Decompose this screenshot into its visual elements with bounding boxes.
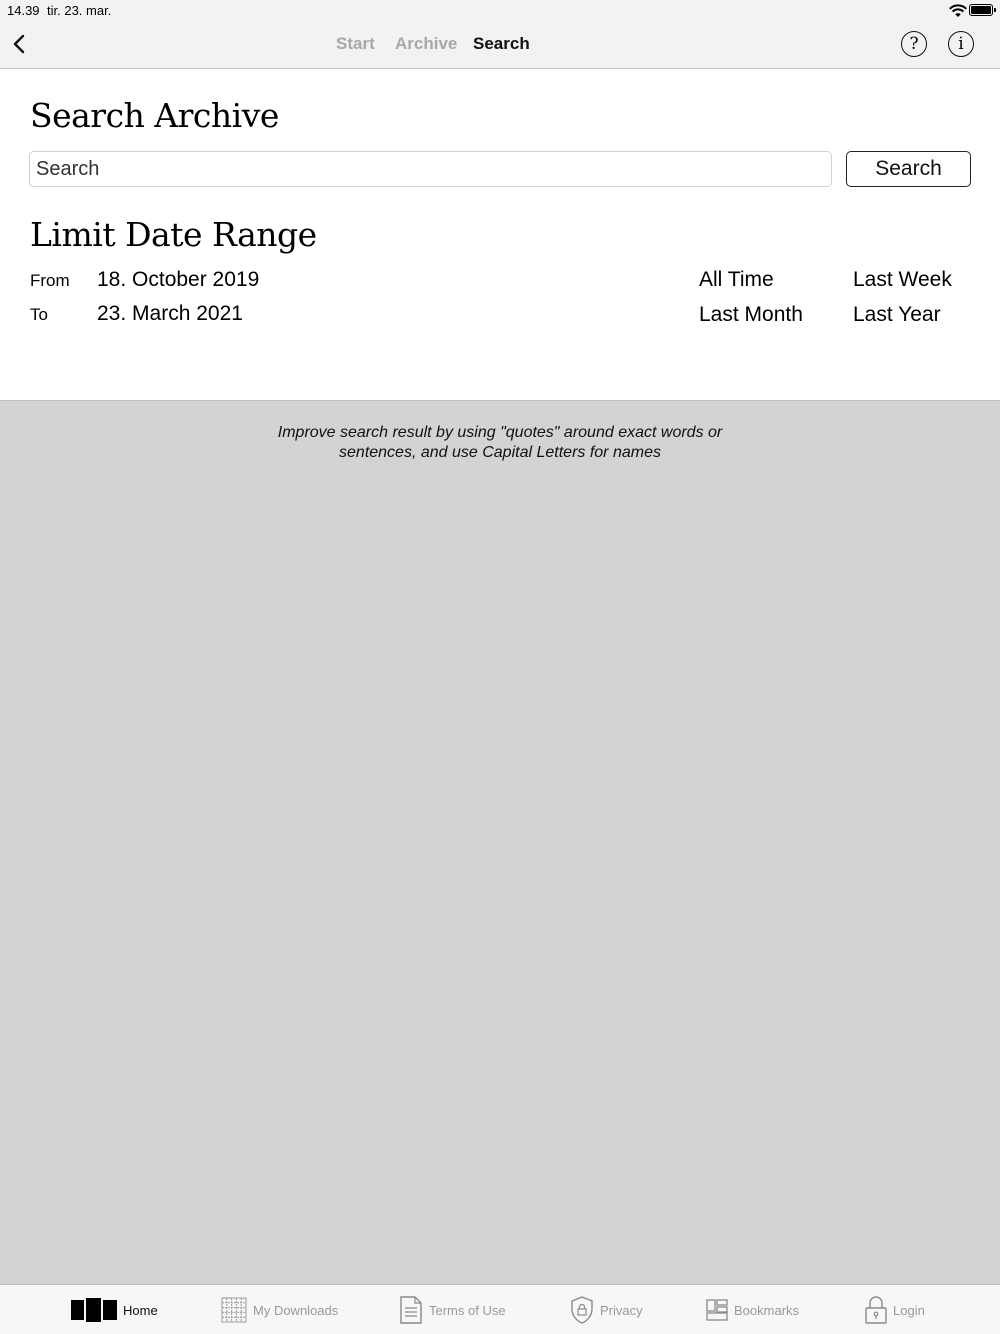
downloads-grid-icon — [221, 1297, 247, 1323]
search-hint — [200, 423, 800, 463]
navigation-bar — [0, 22, 1000, 69]
back-chevron-icon[interactable] — [8, 32, 32, 56]
search-hint-line-2: sentences, and use Capital Letters for names — [339, 444, 661, 461]
search-panel — [0, 70, 1000, 401]
lock-icon — [865, 1296, 887, 1324]
search-hint-line-1: Improve search result by using "quotes" around exact words or — [277, 424, 723, 441]
search-title: Search Archive — [30, 96, 279, 135]
tab-my-downloads[interactable] — [221, 1295, 338, 1325]
tab-login[interactable] — [865, 1295, 925, 1325]
tab-terms-of-use[interactable] — [399, 1295, 506, 1325]
preset-last-month[interactable]: Last Month — [699, 303, 803, 326]
question-mark-icon: ? — [909, 34, 919, 54]
status-bar — [0, 0, 1000, 22]
info-icon: i — [958, 34, 964, 54]
bookmarks-icon — [706, 1299, 728, 1321]
battery-icon — [969, 4, 993, 16]
from-label: From — [30, 271, 70, 290]
home-icon — [71, 1297, 117, 1323]
tab-login-label: Login — [893, 1302, 925, 1318]
bottom-tab-bar — [0, 1284, 1000, 1334]
from-date-value[interactable]: 18. October 2019 — [97, 268, 260, 291]
shield-lock-icon — [570, 1296, 594, 1324]
tab-bookmarks-label: Bookmarks — [734, 1302, 800, 1318]
to-date-value[interactable]: 23. March 2021 — [97, 302, 243, 325]
wifi-icon — [948, 4, 968, 18]
tab-start[interactable]: Start — [336, 34, 375, 53]
tab-archive[interactable]: Archive — [395, 34, 458, 53]
tab-privacy-label: Privacy — [600, 1302, 643, 1318]
tab-terms-of-use-label: Terms of Use — [429, 1302, 506, 1318]
tab-search[interactable]: Search — [473, 34, 530, 53]
tab-home[interactable] — [71, 1295, 158, 1325]
preset-last-year[interactable]: Last Year — [853, 303, 941, 326]
help-button[interactable] — [901, 31, 927, 57]
status-time: 14.39 — [7, 3, 40, 18]
tab-bookmarks[interactable] — [706, 1295, 799, 1325]
preset-all-time[interactable]: All Time — [699, 268, 774, 291]
date-range-title: Limit Date Range — [30, 215, 317, 254]
search-button[interactable]: Search — [846, 151, 971, 187]
tab-home-label: Home — [123, 1302, 158, 1318]
info-button[interactable] — [948, 31, 974, 57]
results-area — [0, 401, 1000, 1284]
status-date: tir. 23. mar. — [47, 3, 112, 18]
document-icon — [399, 1296, 423, 1324]
to-label: To — [30, 305, 48, 324]
preset-last-week[interactable]: Last Week — [853, 268, 952, 291]
search-input[interactable] — [29, 151, 832, 187]
tab-privacy[interactable] — [570, 1295, 643, 1325]
tab-my-downloads-label: My Downloads — [253, 1302, 339, 1318]
